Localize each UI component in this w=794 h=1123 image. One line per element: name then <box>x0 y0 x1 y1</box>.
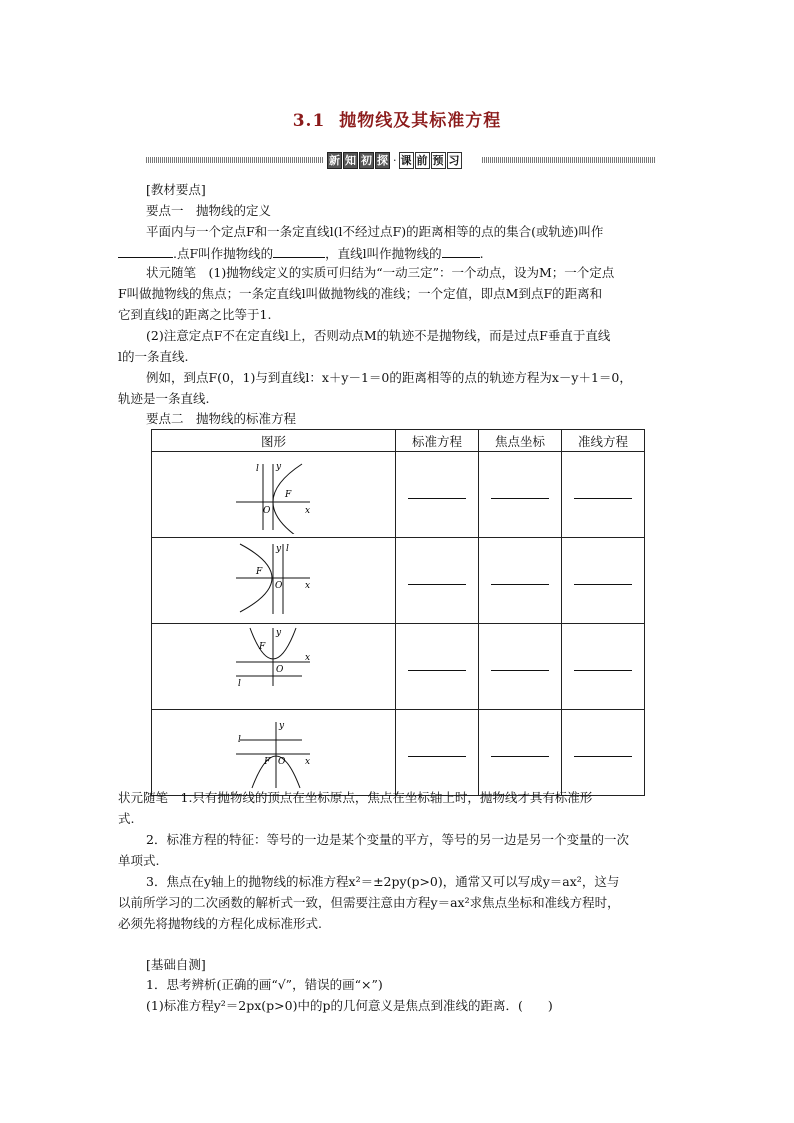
label-y: y <box>276 544 282 554</box>
answer-cell[interactable] <box>479 452 562 538</box>
header-standard-equation: 标准方程 <box>396 430 479 452</box>
answer-cell[interactable] <box>562 624 645 710</box>
badge-char: 前 <box>416 153 428 167</box>
banner-stripe-right <box>482 157 656 163</box>
table-row <box>152 710 645 796</box>
note-line: 2．标准方程的特征：等号的一边是某个变量的平方，等号的另一边是另一个变量的一次 <box>146 832 629 847</box>
answer-cell[interactable] <box>396 452 479 538</box>
note-line: 必须先将抛物线的方程化成标准形式. <box>118 916 322 931</box>
label-y: y <box>276 628 282 638</box>
answer-cell[interactable] <box>479 538 562 624</box>
table-row <box>152 452 645 538</box>
answer-cell[interactable] <box>562 710 645 796</box>
definition-line-2: .点F叫作抛物线的 ，直线l叫作抛物线的 . <box>118 245 484 262</box>
answer-blank[interactable] <box>273 245 325 258</box>
badge-char: 知 <box>345 153 356 167</box>
answer-cell[interactable] <box>562 538 645 624</box>
label-l: l <box>238 679 241 689</box>
example-line: 轨迹是一条直线. <box>118 391 210 406</box>
label-x: x <box>305 653 311 663</box>
badge-char: 预 <box>432 153 444 167</box>
parabola-up-figure <box>152 624 395 706</box>
label-x: x <box>305 757 311 767</box>
answer-blank[interactable] <box>442 245 480 258</box>
note-line: 它到直线l的距离之比等于1. <box>118 307 272 322</box>
label-O: O <box>276 665 284 675</box>
point1-title: 要点一 抛物线的定义 <box>146 203 272 218</box>
answer-cell[interactable] <box>479 710 562 796</box>
label-l: l <box>256 464 259 474</box>
table-row <box>152 538 645 624</box>
parabola-right-figure <box>152 452 395 534</box>
answer-blank[interactable] <box>408 756 466 757</box>
note-line: 状元随笔 (1)抛物线定义的实质可归结为“一动三定”：一个动点，设为M；一个定点 <box>146 265 615 280</box>
label-y: y <box>279 721 285 731</box>
header-directrix: 准线方程 <box>562 430 645 452</box>
answer-cell[interactable] <box>396 538 479 624</box>
answer-cell[interactable] <box>479 624 562 710</box>
section-number: 3.1 <box>292 111 326 131</box>
label-F: F <box>259 642 266 652</box>
label-O: O <box>275 581 283 591</box>
note-line: 以前所学习的二次函数的解析式一致，但需要注意由方程y＝ax²求焦点坐标和准线方程时， <box>118 895 620 910</box>
label-x: x <box>305 581 311 591</box>
label-F: F <box>285 490 292 500</box>
label-x: x <box>305 506 311 516</box>
definition-line: 平面内与一个定点F和一条定直线l(l不经过点F)的距离相等的点的集合(或轨迹)叫作 <box>146 224 604 239</box>
answer-blank[interactable] <box>118 245 173 258</box>
point2-title: 要点二 抛物线的标准方程 <box>146 411 297 426</box>
section-heading: [教材要点] <box>146 182 206 197</box>
figure-cell <box>152 452 396 538</box>
answer-blank[interactable] <box>491 584 549 585</box>
answer-blank[interactable] <box>491 498 549 499</box>
answer-blank[interactable] <box>574 670 632 671</box>
banner-stripe-left <box>146 157 324 163</box>
header-figure: 图形 <box>152 430 396 452</box>
figure-cell <box>152 710 396 796</box>
answer-blank[interactable] <box>574 584 632 585</box>
note-line: (2)注意定点F不在定直线l上，否则动点M的轨迹不是抛物线，而是过点F垂直于直线 <box>146 328 611 343</box>
page-title <box>0 106 794 131</box>
answer-cell[interactable] <box>396 710 479 796</box>
note-line: 状元随笔 1.只有抛物线的顶点在坐标原点，焦点在坐标轴上时，抛物线才具有标准形 <box>118 790 593 805</box>
table-row <box>152 624 645 710</box>
label-F: F <box>264 757 271 767</box>
question-1-1: (1)标准方程y²＝2px(p>0)中的p的几何意义是焦点到准线的距离．( ) <box>146 998 553 1013</box>
badge-char: 探 <box>377 153 388 167</box>
badge-char: 习 <box>448 153 460 167</box>
answer-blank[interactable] <box>491 670 549 671</box>
header-focus: 焦点坐标 <box>479 430 562 452</box>
answer-cell[interactable] <box>396 624 479 710</box>
answer-blank[interactable] <box>491 756 549 757</box>
section-banner <box>146 151 656 169</box>
answer-blank[interactable] <box>574 756 632 757</box>
figure-cell <box>152 624 396 710</box>
section-title: 抛物线及其标准方程 <box>339 111 502 131</box>
answer-blank[interactable] <box>408 498 466 499</box>
label-O: O <box>263 506 271 516</box>
badge-char: 课 <box>400 153 412 167</box>
table-header-row <box>152 430 645 452</box>
note-line: 3．焦点在y轴上的抛物线的标准方程x²＝±2py(p>0)，通常又可以写成y＝ax²，这与 <box>146 874 620 889</box>
question-1: 1．思考辨析(正确的画“√”，错误的画“×”) <box>146 977 383 992</box>
note-line: l的一条直线. <box>118 349 189 364</box>
badge-char: 新 <box>329 153 340 167</box>
note-line: 式. <box>118 811 135 826</box>
label-l: l <box>238 735 241 745</box>
answer-blank[interactable] <box>408 584 466 585</box>
label-F: F <box>256 567 263 577</box>
parabola-left-figure <box>152 538 395 620</box>
banner-badges <box>327 151 463 169</box>
note-line: F叫做抛物线的焦点；一条定直线l叫做抛物线的准线；一个定值，即点M到点F的距离和 <box>118 286 603 301</box>
figure-cell <box>152 538 396 624</box>
self-test-heading: [基础自测] <box>146 957 206 972</box>
badge-char: 初 <box>361 153 372 167</box>
badge-separator: · <box>393 153 397 167</box>
label-O: O <box>278 757 286 767</box>
label-y: y <box>276 462 282 472</box>
label-l: l <box>286 544 289 554</box>
note-line: 单项式. <box>118 853 160 868</box>
parabola-down-figure <box>152 710 395 792</box>
answer-blank[interactable] <box>574 498 632 499</box>
example-line: 例如，到点F(0，1)与到直线l：x＋y－1＝0的距离相等的点的轨迹方程为x－y＋1＝0， <box>146 370 632 385</box>
answer-blank[interactable] <box>408 670 466 671</box>
standard-equation-table <box>151 429 645 796</box>
answer-cell[interactable] <box>562 452 645 538</box>
